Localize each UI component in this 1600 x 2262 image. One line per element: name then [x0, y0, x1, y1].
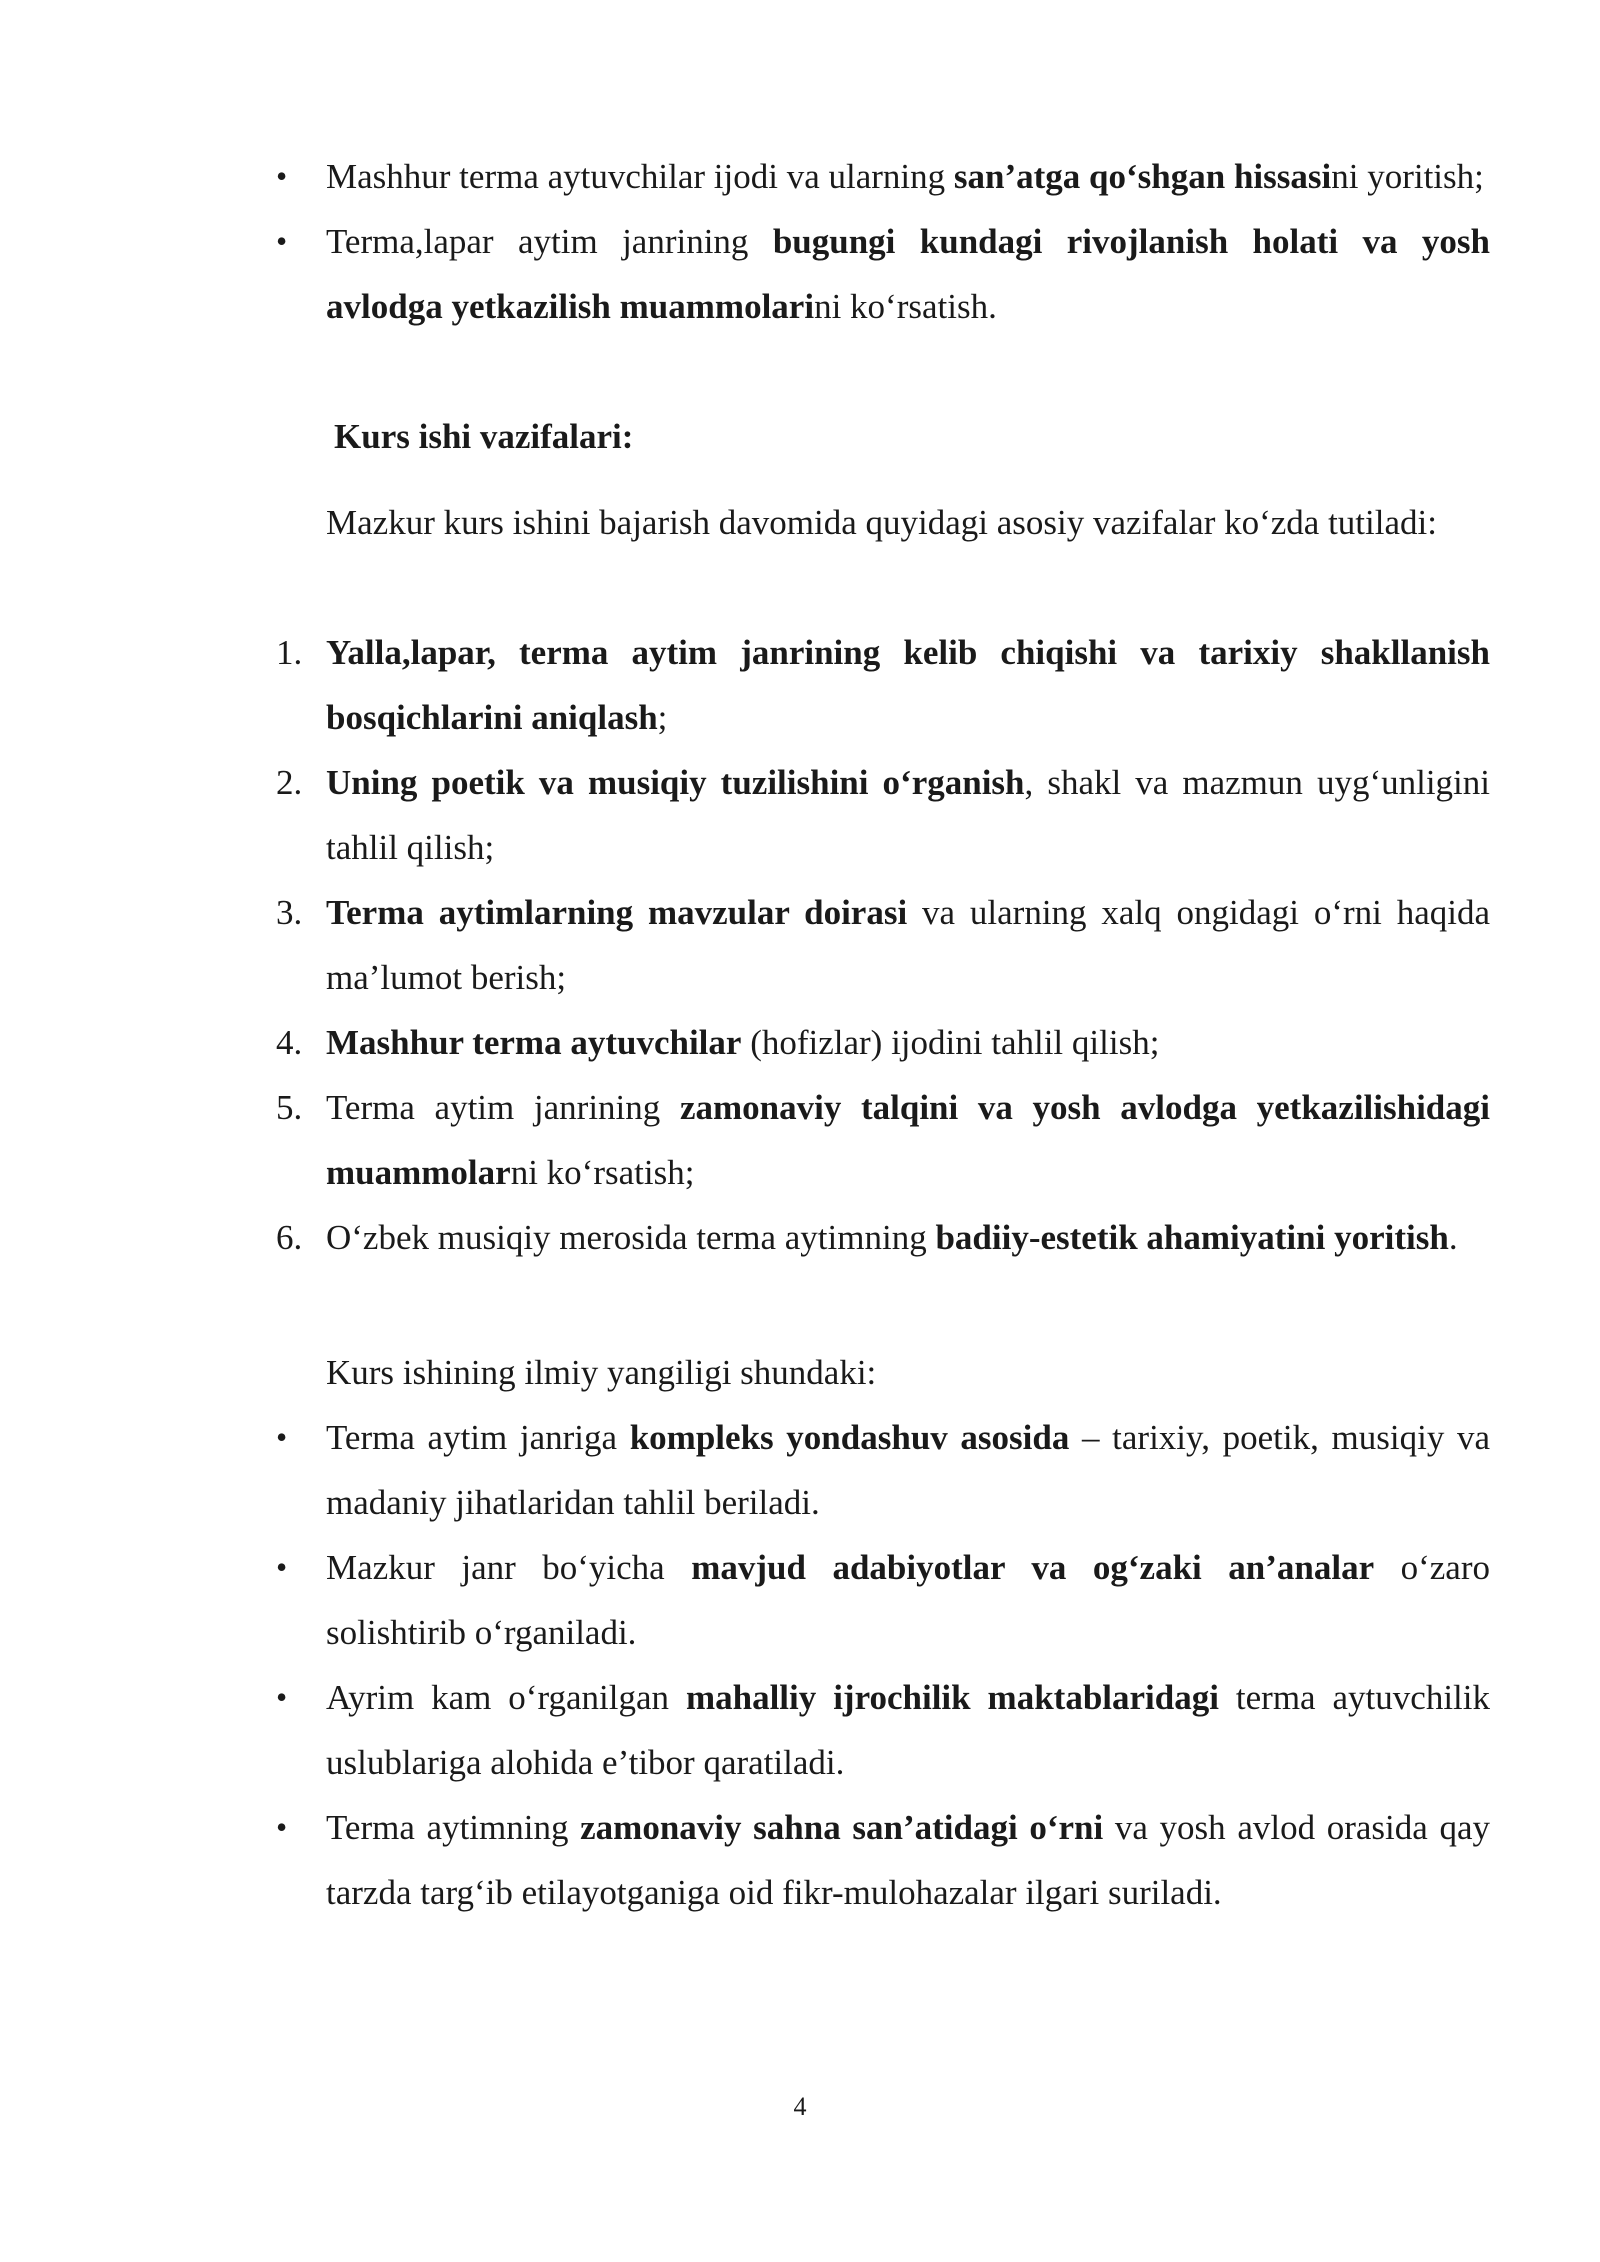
text-segment: Terma aytimning: [326, 1808, 581, 1847]
text-segment: ;: [657, 698, 668, 737]
bullet-item: [0, 1665, 1600, 1795]
bold-segment: Yalla,lapar, terma aytim janrining kelib chiqishi va tarixiy shakllanish bosqichlarini aniqlash: [326, 633, 1490, 737]
list-item: [0, 1205, 1600, 1270]
list-number: 5.: [276, 1088, 303, 1127]
bold-segment: zamonaviy talqini va yosh avlodga yetkazilishidagi muammolar: [326, 1088, 1490, 1192]
page-number: 4: [793, 2092, 807, 2121]
bold-segment: badiiy-estetik ahamiyatini yoritish: [935, 1218, 1449, 1257]
intro-bullet-list: [0, 144, 1600, 339]
text-segment: Ayrim kam o‘rganilgan: [326, 1678, 686, 1717]
bold-segment: Mashhur terma aytuvchilar: [326, 1023, 742, 1062]
text-segment: terma aytuvchilik uslublariga alohida e’tibor qaratiladi.: [326, 1678, 1490, 1782]
list-number: 6.: [276, 1218, 303, 1257]
bold-segment: mavjud adabiyotlar va og‘zaki an’analar: [691, 1548, 1375, 1587]
text-segment: ni ko‘rsatish;: [510, 1153, 695, 1192]
text-segment: va ularning xalq ongidagi o‘rni haqida ma’lumot berish;: [326, 893, 1490, 997]
bullet-item: [0, 1405, 1600, 1535]
text-segment: Terma aytim janrining: [326, 1088, 680, 1127]
bold-segment: kompleks yondashuv asosida: [629, 1418, 1070, 1457]
tasks-intro-paragraph: Mazkur kurs ishini bajarish davomida quyidagi asosiy vazifalar ko‘zda tutiladi:: [326, 503, 1437, 542]
text-segment: Terma,lapar aytim janrining: [326, 222, 773, 261]
list-number: 4.: [276, 1023, 303, 1062]
text-segment: (hofizlar) ijodini tahlil qilish;: [741, 1023, 1160, 1062]
list-number: 3.: [276, 893, 303, 932]
list-item: [0, 1075, 1600, 1205]
bullet-item: [0, 209, 1600, 339]
bullet-item: [0, 1535, 1600, 1665]
novelty-bullet-list: [0, 1405, 1600, 1925]
list-number: 1.: [276, 633, 303, 672]
text-segment: o‘zaro solishtirib o‘rganiladi.: [326, 1548, 1490, 1652]
list-item: [0, 750, 1600, 880]
list-item: [0, 620, 1600, 750]
bold-segment: bugungi kundagi rivojlanish holati va yosh avlodga yetkazilish muammolari: [326, 222, 1490, 326]
text-segment: ni yoritish;: [1331, 157, 1484, 196]
text-segment: .: [1448, 1218, 1458, 1257]
text-segment: – tarixiy, poetik, musiqiy va madaniy jihatlaridan tahlil beriladi.: [326, 1418, 1491, 1522]
bullet-item: [0, 144, 1600, 209]
bold-segment: zamonaviy sahna san’atidagi o‘rni: [580, 1808, 1104, 1847]
bold-segment: Uning poetik va musiqiy tuzilishini o‘rganish: [326, 763, 1025, 802]
tasks-numbered-list: [0, 620, 1600, 1270]
list-number: 2.: [276, 763, 303, 802]
bold-segment: mahalliy ijrochilik maktablaridagi: [685, 1678, 1219, 1717]
text-segment: , shakl va mazmun uyg‘unligini tahlil qilish;: [326, 763, 1491, 867]
text-segment: Terma aytim janriga: [326, 1418, 630, 1457]
text-segment: Mashhur terma aytuvchilar ijodi va ularning: [326, 157, 954, 196]
list-item: [0, 1010, 1600, 1075]
novelty-intro: Kurs ishining ilmiy yangiligi shundaki:: [326, 1353, 877, 1392]
text-segment: Mazkur janr bo‘yicha: [326, 1548, 692, 1587]
bold-segment: Terma aytimlarning mavzular doirasi: [326, 893, 908, 932]
text-segment: va yosh avlod orasida qay tarzda targ‘ib etilayotganiga oid fikr-mulohazalar ilgari suriladi.: [326, 1808, 1490, 1912]
bullet-item: [0, 1795, 1600, 1925]
text-segment: O‘zbek musiqiy merosida terma aytimning: [326, 1218, 936, 1257]
bold-segment: san’atga qo‘shgan hissasi: [953, 157, 1332, 196]
text-segment: ni ko‘rsatish.: [814, 287, 997, 326]
tasks-heading: Kurs ishi vazifalari:: [334, 417, 634, 456]
list-item: [0, 880, 1600, 1010]
